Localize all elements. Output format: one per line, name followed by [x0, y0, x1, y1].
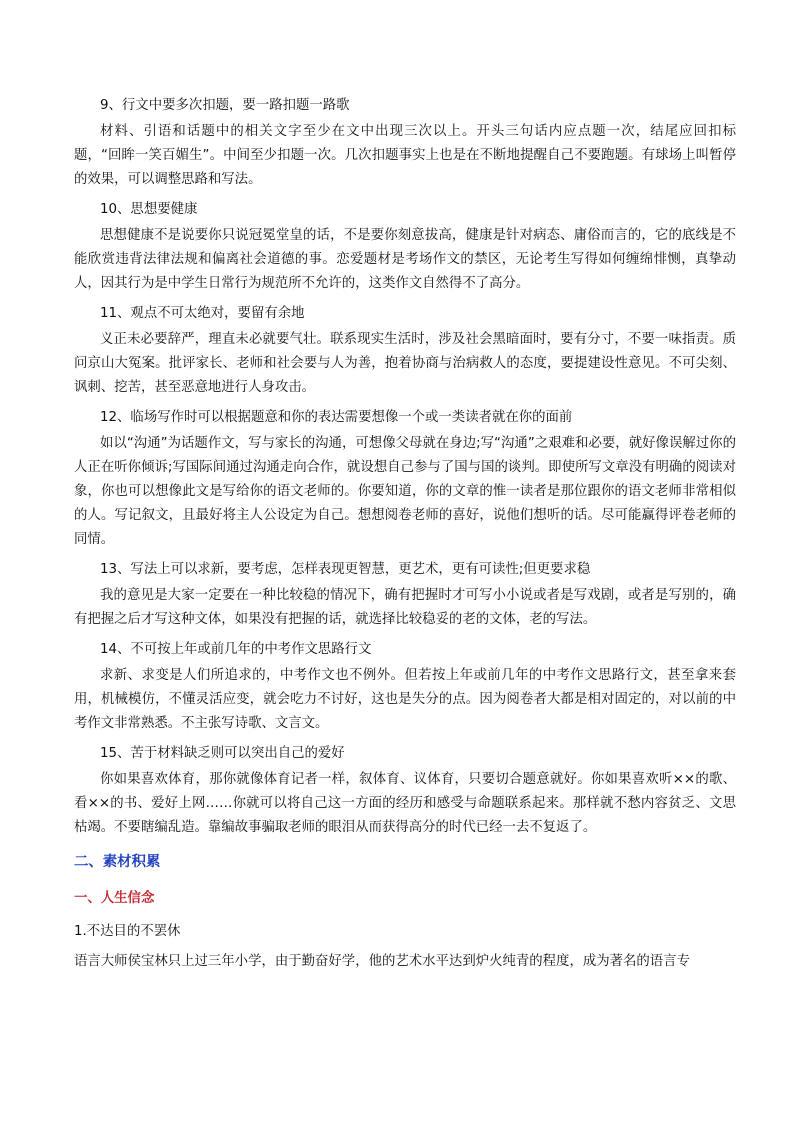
block-9 [74, 94, 736, 192]
block-heading: 12、临场写作时可以根据题意和你的表达需要想像一个或一类读者就在你的面前 [100, 410, 573, 425]
block-paragraph: 思想健康不是说要你只说冠冕堂皇的话，不是要你刻意拔高，健康是针对病态、庸俗而言的，它的底线是不能欣赏违背法律法规和偏离社会道德的事。恋爱题材是考场作文的禁区，无论考生写得如何缠绵悱恻，真挚动人，因其行为是中学生日常行为规范所不允许的，这类作文自然得不了高分。 [74, 228, 736, 291]
block-heading: 13、写法上可以求新，要考虑，怎样表现更智慧，更艺术，更有可读性;但更要求稳 [100, 562, 591, 577]
block-paragraph: 你如果喜欢体育，那你就像体育记者一样，叙体育、议体育，只要切合题意就好。你如果喜欢听××的歌、看××的书、爱好上网……你就可以将自己这一方面的经历和感受与命题联系起来。那样就不愁内容贫乏、文思枯竭。不要瞎编乱造。靠编故事骗取老师的眼泪从而获得高分的时代已经一去不复返了。 [74, 772, 736, 835]
item-title: 1.不达目的不罢休 [74, 924, 181, 939]
block-heading: 11、观点不可太绝对，要留有余地 [100, 306, 305, 321]
block-10 [74, 198, 736, 296]
block-15 [74, 742, 736, 840]
block-paragraph: 材料、引语和话题中的相关文字至少在文中出现三次以上。开头三句话内应点题一次，结尾应回扣标题，“回眸一笑百媚生”。中间至少扣题一次。几次扣题事实上也是在不断地提醒自己不要跑题。有球场上叫暂停的效果，可以调整思路和写法。 [74, 124, 736, 187]
block-heading: 14、不可按上年或前几年的中考作文思路行文 [100, 642, 372, 657]
block-heading: 15、苦于材料缺乏则可以突出自己的爱好 [100, 746, 345, 761]
block-12 [74, 406, 736, 552]
block-heading: 10、思想要健康 [100, 202, 198, 217]
section-title: 二、素材积累 [74, 854, 161, 870]
block-13 [74, 558, 736, 632]
block-paragraph: 我的意见是大家一定要在一种比较稳的情况下，确有把握时才可写小小说或者是写戏剧，或者是写别的，确有把握之后才写这种文体，如果没有把握的话，就选择比较稳妥的老的文体，老的写法。 [74, 588, 736, 627]
block-paragraph: 义正未必要辞严，理直未必就要气壮。联系现实生活时，涉及社会黑暗面时，要有分寸，不要一味指责。质问京山大冤案。批评家长、老师和社会要与人为善，抱着协商与治病救人的态度，要提建设性意见。不可尖刻、讽刺、挖苦，甚至恶意地进行人身攻击。 [74, 332, 736, 395]
document-page [74, 94, 736, 974]
block-paragraph: 如以“沟通”为话题作文，写与家长的沟通，可想像父母就在身边;写“沟通”之艰难和必要，就好像误解过你的人正在听你倾诉;写国际间通过沟通走向合作，就设想自己参与了国与国的谈判。即使所写文章没有明确的阅读对象，你也可以想像此文是写给你的语文老师的。你要知道，你的文章的惟一读者是那位跟你的语文老师非常相似的人。写记叙文，且最好将主人公设定为自己。想想阅卷老师的喜好，说他们想听的话。尽可能赢得评卷老师的同情。 [74, 436, 736, 547]
block-11 [74, 302, 736, 400]
sub-title: 一、人生信念 [74, 891, 155, 906]
item-paragraph: 语言大师侯宝林只上过三年小学，由于勤奋好学，他的艺术水平达到炉火纯青的程度，成为著名的语言专 [74, 954, 690, 969]
block-paragraph: 求新、求变是人们所追求的，中考作文也不例外。但若按上年或前几年的中考作文思路行文，甚至拿来套用，机械模仿，不懂灵活应变，就会吃力不讨好，这也是失分的点。因为阅卷者大都是相对固定的，对以前的中考作文非常熟悉。不主张写诗歌、文言文。 [74, 668, 736, 731]
block-14 [74, 638, 736, 736]
block-heading: 9、行文中要多次扣题，要一路扣题一路歌 [100, 98, 350, 113]
